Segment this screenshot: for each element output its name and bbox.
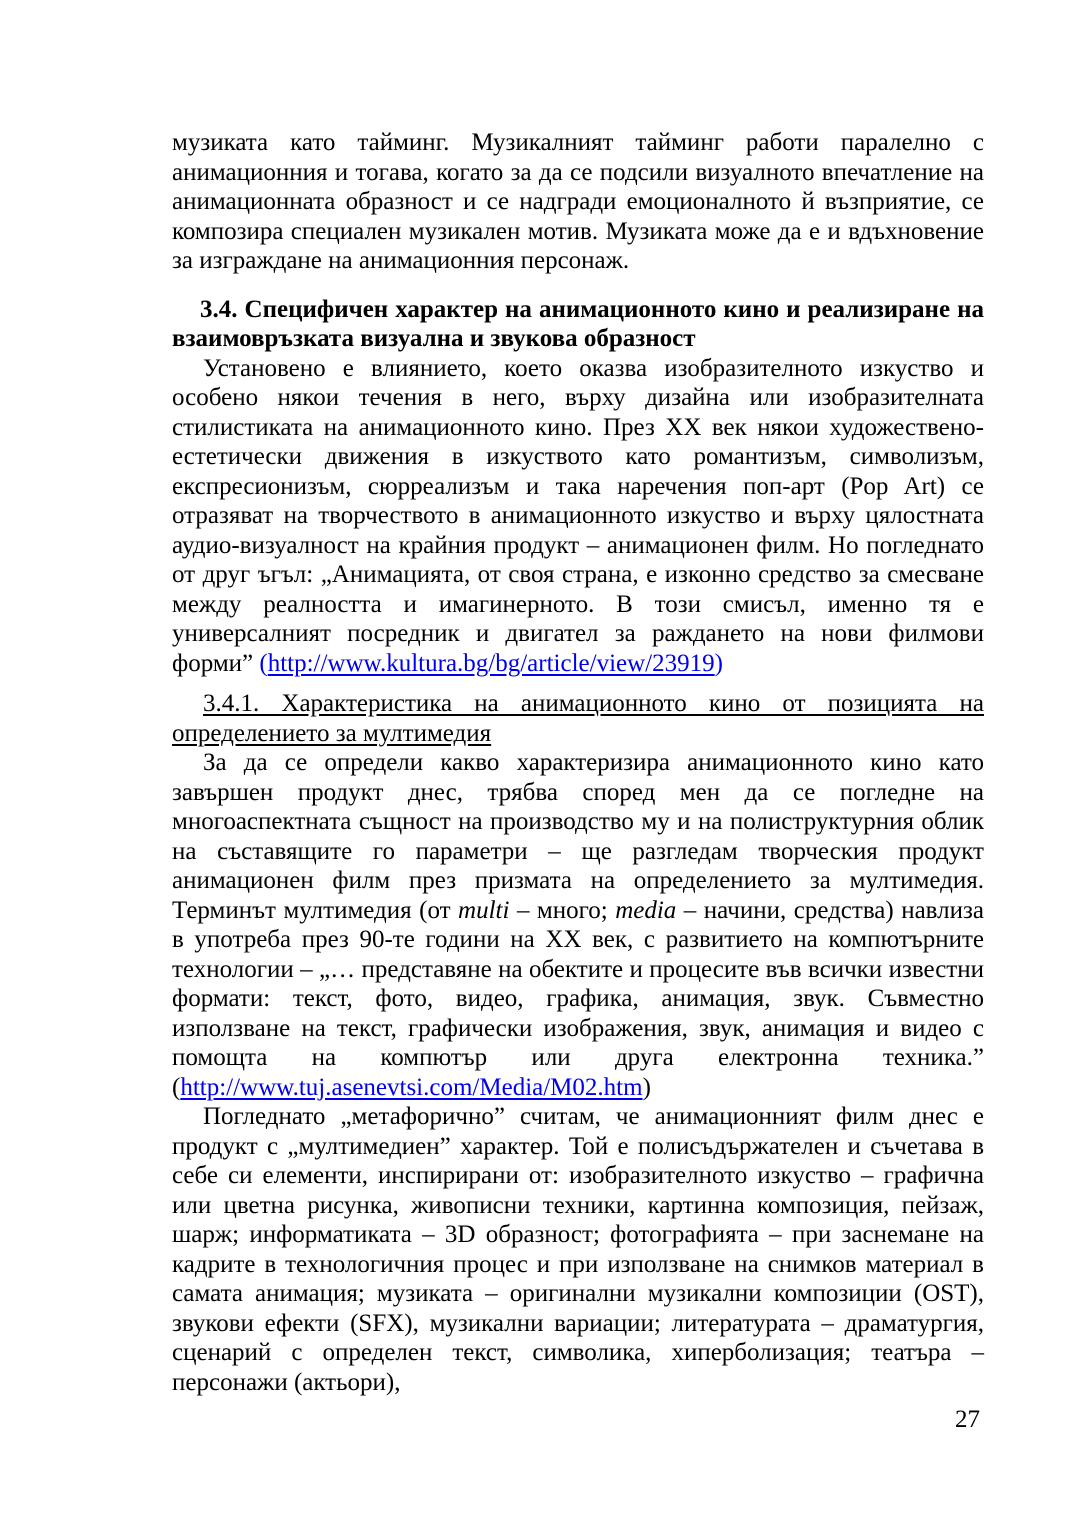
paragraph-text: За да се определи какво характеризира анимационното кино като завършен продукт днес, трябва според мен да се погледне на многоаспектната същност на производство му и на полиструктурния облик на съставящите го параметри – ще разгледам творческия продукт анимационен филм през призмата на определението за мултимедия. Терминът мултимедия (от bbox=[172, 749, 984, 924]
paragraph-text: Установено е влиянието, което оказва изобразителното изкуство и особено някои течения в него, върху дизайна или изобразителната стилистиката на анимационното кино. През XX век някои художествено-естетически движения в изкуството като романтизъм, символизъм, експресионизъм, сюрреализъм и така наречения поп-арт (Pop Art) се отразяват на творчеството в анимационното изкуство и върху цялостната аудио-визуалност на крайния продукт – анимационен филм. Но погледнато от друг ъгъл: „Анимацията, от своя страна, е изконно средство за смесване между реалността и имагинерното. В този смисъл, именно тя е универсалният посредник и двигател за раждането на нови филмови форми” bbox=[172, 354, 984, 677]
section-heading-3-4: 3.4. Специфичен характер на анимационното кино и реализиране на взаимовръзката визуална и звукова образност bbox=[172, 295, 984, 352]
paragraph-section-3-4-1 bbox=[172, 748, 984, 1102]
tuj-media-link[interactable]: http://www.tuj.asenevtsi.com/Media/M02.htm bbox=[180, 1073, 643, 1101]
section-heading-3-4-1 bbox=[172, 689, 984, 748]
latin-term-media: media bbox=[615, 896, 677, 924]
paragraph-text: ) bbox=[642, 1073, 651, 1101]
section-heading-3-4-1-text: 3.4.1. Характеристика на анимационното кино от позицията на определението за мултимедия bbox=[172, 690, 984, 747]
paragraph-section-3-4 bbox=[172, 354, 984, 679]
latin-term-multi: multi bbox=[458, 896, 510, 924]
page-number: 27 bbox=[955, 1406, 980, 1433]
paragraph-text: – начини, средства) навлиза в употреба през 90-те години на XX век, с развитието на компютърните технологии – „… представяне на обектите и процесите във всички известни формати: текст, фото, видео, графика, анимация, звук. Съвместно използване на текст, графически изображения, звук, анимация и видео с помощта на компютър или друга електронна техника.” ( bbox=[172, 896, 984, 1101]
link-paren-open: ( bbox=[259, 649, 268, 677]
kultura-article-link[interactable]: http://www.kultura.bg/bg/article/view/23919 bbox=[267, 649, 715, 677]
page-content bbox=[172, 128, 984, 1397]
paragraph-music-timing: музиката като тайминг. Музикалният тайминг работи паралелно с анимационния и тогава, когато за да се подсили визуалното впечатление на анимационната образност и се надгради емоционалното й възприятие, се композира специален музикален мотив. Музиката може да е и вдъхновение за изграждане на анимационния персонаж. bbox=[172, 129, 984, 274]
paragraph-metaphor: Погледнато „метафорично” считам, че анимационният филм днес е продукт с „мултимедиен” характер. Той е полисъдържателен и съчетава в себе си елементи, инспирирани от: изобразителното изкуство – графична или цветна рисунка, живописни техники, картинна композиция, пейзаж, шарж; информатиката – 3D образност; фотографията – при заснемане на кадрите в технологичния процес и при използване на снимков материал в самата анимация; музиката – оригинални музикални композиции (OST), звукови ефекти (SFX), музикални вариации; литературата – драматургия, сценарий с определен текст, символика, хиперболизация; театъра – персонажи (актьори), bbox=[172, 1103, 984, 1396]
paragraph-text: – много; bbox=[509, 896, 616, 924]
link-paren-close: ) bbox=[714, 649, 723, 677]
